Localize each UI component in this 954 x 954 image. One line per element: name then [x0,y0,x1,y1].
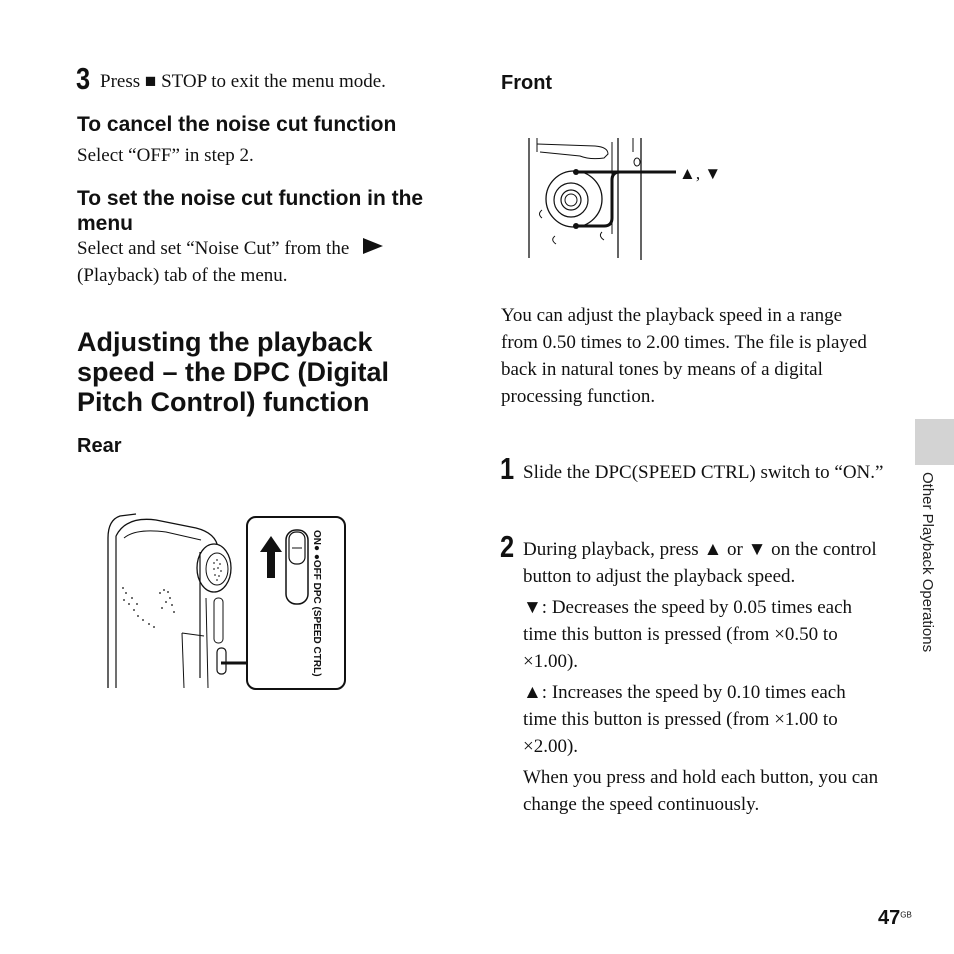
intro-paragraph: You can adjust the playback speed in a range from 0.50 times to 2.00 times. The file is played back in natural tones by means of a digital processing function. [501,305,867,407]
step-3-text: Press ■ STOP to exit the menu mode. [100,71,386,92]
step-2-down-note: ▼: Decreases the speed by 0.05 times each time this button is pressed (from ×0.50 to ×1.00). [523,597,853,672]
cancel-noise-cut-text: Select “OFF” in step 2. [77,145,254,166]
front-label: Front [501,72,553,94]
set-noise-cut-heading: To set the noise cut function in the menu [77,187,424,235]
set-noise-cut-text-line1 [77,235,384,263]
playback-tab-icon [362,236,384,263]
set-noise-cut-text: Select and set “Noise Cut” from the [77,238,350,259]
rear-label: Rear [77,435,122,457]
side-tab-label: Other Playback Operations [919,472,936,653]
step-2-up-note: ▲: Increases the speed by 0.10 times each time this button is pressed (from ×1.00 to ×2.00). [523,682,846,757]
step-1-text: Slide the DPC(SPEED CTRL) switch to “ON.” [523,462,884,483]
cancel-noise-cut-heading: To cancel the noise cut function [77,113,397,136]
step-2-body [523,536,883,822]
step-2-text: During playback, press ▲ or ▼ on the control button to adjust the playback speed. [523,539,877,587]
step-2-number: 2 [500,529,515,564]
rear-switch-label: ON● ●OFF DPC (SPEED CTRL) [311,530,322,677]
front-illustration [520,132,730,269]
set-noise-cut-text-line2: (Playback) tab of the menu. [77,265,288,286]
section-title: Adjusting the playback speed – the DPC (Digital Pitch Control) function [77,327,390,417]
step-2-hold-note: When you press and hold each button, you can change the speed continuously. [523,767,879,815]
page-number-suffix: GB [900,910,912,920]
side-tab-marker [915,419,954,465]
step-1-number: 1 [500,451,515,486]
page-number-value: 47 [878,907,901,929]
rear-illustration [96,508,352,703]
page-number [878,907,912,930]
step-3-number: 3 [76,61,91,96]
front-arrow-label: ▲, ▼ [679,164,722,183]
